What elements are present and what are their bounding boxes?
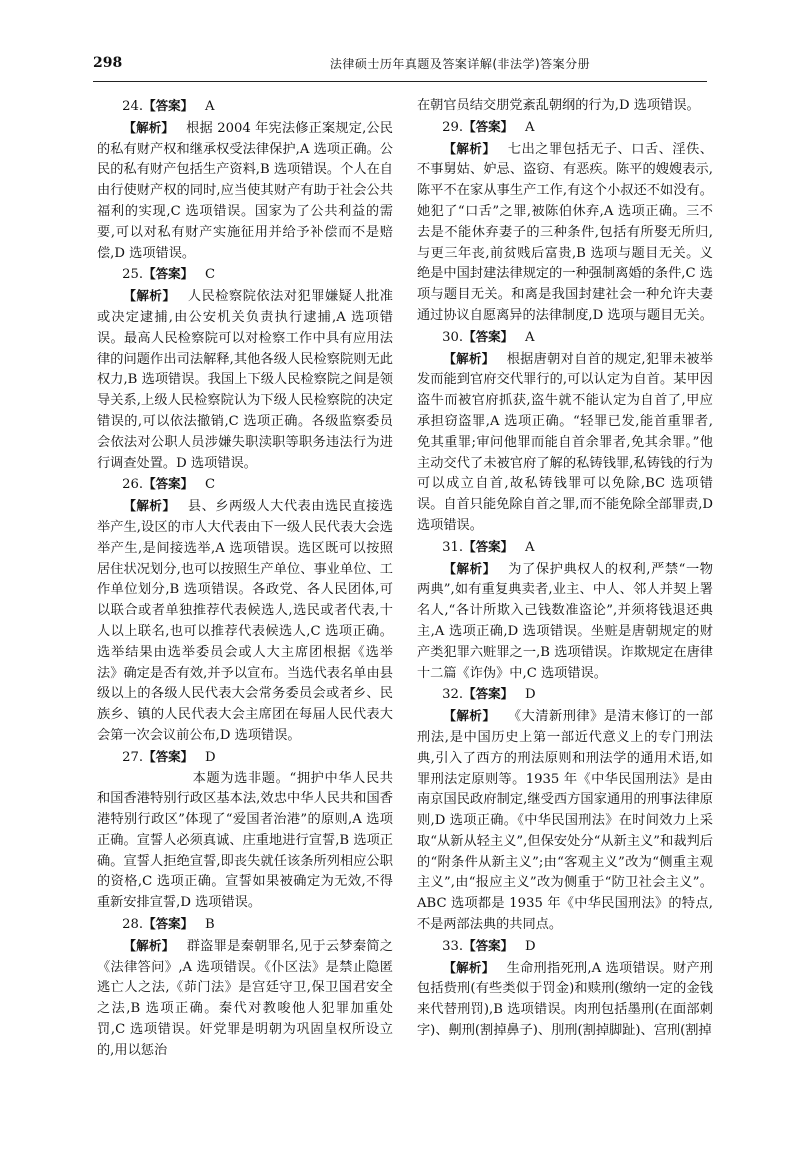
analysis-text: 本题为选非题。“拥护中华人民共和国香港特别行政区基本法,效忠中华人民共和国香港特别行政区”体现了“爱国者治港”的原则,A 选项正确。宣誓人必须真诚、庄重地进行宣誓,B 选项正确。宣誓人拒绝宣誓,即丧失就任该条所列相应公职的资格,C 选项正确。宣誓如果被确定为无效,不得重新安排宣誓,D 选项错误。 [97,770,393,911]
analysis-label: 【解析】 [123,119,175,135]
answer-value: B [204,917,215,933]
answer-label: 【答案】 [463,538,514,554]
answer-label: 【答案】 [143,266,194,282]
question-number: 32. [442,687,464,703]
answer-label: 【答案】 [143,748,194,764]
answer-line [97,747,393,769]
analysis-paragraph [97,769,393,915]
analysis-paragraph [417,349,713,537]
question-number: 29. [442,119,464,135]
analysis-label: 【解析】 [123,288,176,304]
answer-value: A [524,329,535,345]
page-header [93,55,707,77]
question-number: 31. [442,539,464,555]
answer-value: D [524,687,536,703]
answer-value: D [524,938,536,954]
running-title: 法律硕士历年真题及答案详解(非法学)答案分册 [329,57,591,71]
analysis-label: 【解析】 [443,708,496,724]
answer-value: C [204,267,216,283]
answer-line [417,327,713,349]
analysis-paragraph [417,559,713,685]
analysis-text: 《大清新刑律》是清末修订的一部刑法,是中国历史上第一部近代意义上的专门刑法典,引入了西方的刑法原则和刑法学的通用术语,如罪刑法定原则等。1935 年《中华民国刑法》是由南京国民政府制定,继受西方国家通用的刑事法律原则,D 选项正确。《中华民国刑法》在时间效力上采取“从新从轻主义”,但保安处分“从新主义”和裁判后的“附条件从新主义”;由“客观主义”改为“侧重主观主义”,由“报应主义”改为侧重于“防卫社会主义”。ABC 选项都是 1935 年《中华民国刑法》的特点,不是两部法典的共同点。 [417,709,713,933]
question-number: 27. [122,749,144,765]
analysis-paragraph [417,958,713,1042]
analysis-label: 【解析】 [443,350,495,366]
right-column [417,96,713,1042]
answer-label: 【答案】 [463,328,514,344]
answer-line [97,474,393,496]
question-number: 26. [122,477,144,493]
answer-label: 【答案】 [463,937,514,953]
question-number: 25. [122,267,144,283]
analysis-text: 根据唐朝对自首的规定,犯罪未被举发而能到官府交代罪行的,可以认定为自首。某甲因盗牛而被官府抓获,盗牛就不能认定为自首了,甲应承担窃盗罪,A 选项正确。“轻罪已发,能首重罪者,免其重罪;审问他罪而能自首余罪者,免其余罪。”他主动交代了未被官府了解的私铸钱罪,私铸钱的行为可以成立自首,故私铸钱罪可以免除,BC 选项错误。自首只能免除自首之罪,而不能免除全部罪责,D 选项错误。 [417,351,713,533]
analysis-text: 群盗罪是秦朝罪名,见于云梦秦简之《法律答问》,A 选项错误。《仆区法》是禁止隐匿逃亡人之法,《茆门法》是宫廷守卫,保卫国君安全之法,B 选项正确。秦代对教唆他人犯罪加重处罚,C 选项错误。奸党罪是明朝为巩固皇权所设立的,用以惩治 [97,938,393,1058]
answer-value: A [524,119,535,135]
question-number: 28. [122,917,144,933]
analysis-text: 生命刑指死刑,A 选项错误。财产刑包括赀刑(有些类似于罚金)和赎刑(缴纳一定的金钱来代替刑罚),B 选项错误。肉刑包括墨刑(在面部刺字)、劓刑(割掉鼻子)、刖刑(割掉脚趾)、宫刑(割掉 [417,960,713,1039]
answer-label: 【答案】 [463,686,514,702]
analysis-text: 七出之罪包括无子、口舌、淫佚、不事舅姑、妒忌、盗窃、有恶疾。陈平的嫂嫂表示,陈平不在家从事生产工作,有这个小叔还不如没有。她犯了“口舌”之罪,被陈伯休弃,A 选项正确。三不去是不能休弃妻子的三种条件,包括有所娶无所归,与更三年丧,前贫贱后富贵,B 选项与题目无关。义绝是中国封建法律规定的一种强制离婚的条件,C 选项与题目无关。和离是我国封建社会一种允许夫妻通过协议自愿离异的法律制度,D 选项与题目无关。 [417,141,713,323]
analysis-paragraph [417,706,713,936]
answer-line [417,936,713,958]
page-number: 298 [93,55,123,71]
answer-line [417,117,713,139]
analysis-paragraph [97,286,393,474]
analysis-text: 为了保护典权人的权利,严禁“一物两典”,如有重复典卖者,业主、中人、邻人并契上署名人,“各计所欺入己钱数准盗论”,并须将钱退还典主,A 选项正确,D 选项错误。坐赃是唐朝规定的财产类犯罪六赃罪之一,B 选项错误。诈欺规定在唐律十二篇《诈伪》中,C 选项错误。 [417,561,713,681]
question-number: 33. [442,938,464,954]
analysis-label: 【解析】 [123,498,176,514]
analysis-paragraph [97,936,393,1062]
answer-line [97,914,393,936]
analysis-label: 【解析】 [443,560,496,576]
left-column [97,96,393,1062]
analysis-text: 县、乡两级人大代表由选民直接选举产生,设区的市人大代表由下一级人民代表大会选举产生,是间接选举,A 选项错误。选区既可以按照居住状况划分,也可以按照生产单位、事业单位、工作单位划分,B 选项错误。各政党、各人民团体,可以联合或者单独推荐代表候选人,选民或者代表,十人以上联名,也可以推荐代表候选人,C 选项正确。选举结果由选举委员会或人大主席团根据《选举法》确定是否有效,并予以宣布。当选代表名单由县级以上的各级人民代表大会常务委员会或者乡、民族乡、镇的人民代表大会主席团在每届人民代表大会第一次会议前公布,D 选项错误。 [97,499,393,743]
header-rule [93,81,707,82]
answer-label: 【答案】 [143,916,194,932]
analysis-text: 人民检察院依法对犯罪嫌疑人批准或决定逮捕,由公安机关负责执行逮捕,A 选项错误。最高人民检察院可以对检察工作中具有应用法律的问题作出司法解释,其他各级人民检察院则无此权力,B 选项错误。我国上下级人民检察院之间是领导关系,上级人民检察院认为下级人民检察院的决定错误的,可以依法撤销,C 选项正确。各级监察委员会依法对公职人员涉嫌失职渎职等职务违法行为进行调查处置。D 选项错误。 [97,289,393,471]
analysis-label: 【解析】 [123,937,175,953]
analysis-label: 【解析】 [443,959,495,975]
answer-line [417,537,713,559]
continuation-text-body: 在朝官员结交朋党紊乱朝纲的行为,D 选项错误。 [417,98,700,113]
analysis-paragraph [97,496,393,747]
continuation-text [417,96,713,117]
answer-label: 【答案】 [143,476,194,492]
analysis-label: 【解析】 [443,140,496,156]
answer-label: 【答案】 [463,118,514,134]
analysis-paragraph [97,118,393,265]
answer-value: A [204,99,215,114]
answer-line [97,264,393,286]
answer-value: A [524,539,535,555]
answer-line [97,96,393,118]
question-number: 30. [442,329,464,345]
answer-value: C [204,477,216,493]
analysis-text: 根据 2004 年宪法修正案规定,公民的私有财产权和继承权受法律保护,A 选项正确。公民的私有财产包括生产资料,B 选项错误。个人在自由行使财产权的同时,应当使其财产有助于社会公共福利的实现,C 选项错误。国家为了公共利益的需要,可以对私有财产实施征用并给予补偿而不是赔偿,D 选项错误。 [97,120,393,261]
answer-line [417,684,713,706]
answer-label: 【答案】 [143,98,194,113]
question-number: 24. [122,99,144,114]
analysis-paragraph [417,139,713,327]
answer-value: D [204,749,216,765]
